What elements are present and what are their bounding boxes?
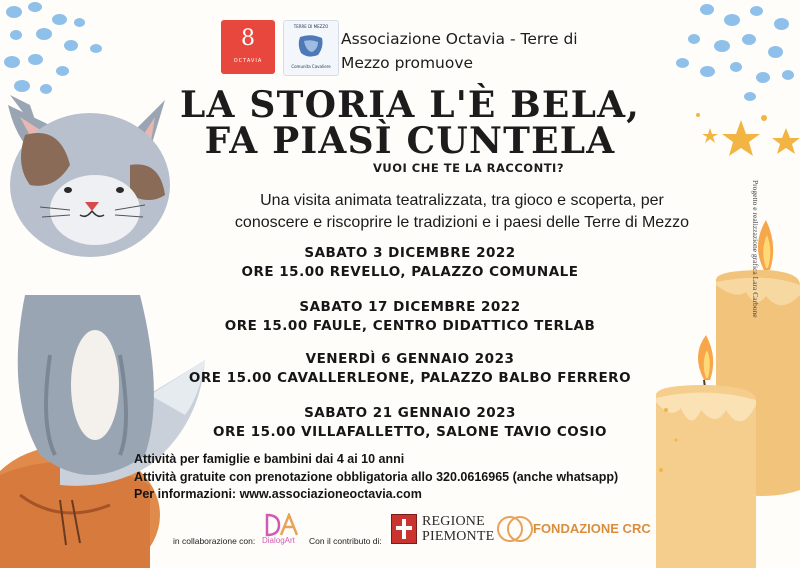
- title-line2: FA PIASÌ CUNTELA: [204, 120, 616, 162]
- event-item: [150, 404, 670, 442]
- event-item: [150, 350, 670, 388]
- title-line1: LA STORIA L'È BELA,: [180, 84, 640, 126]
- info-website: Per informazioni: www.associazioneoctavia.com: [134, 487, 422, 501]
- info-booking: Attività gratuite con prenotazione obbligatoria allo 320.0616965 (anche whatsapp): [134, 469, 619, 484]
- contrib-label: Con il contributo di:: [309, 536, 382, 546]
- ring-icon: [507, 516, 533, 542]
- info-block: [134, 451, 674, 504]
- event-detail: ORE 15.00 CAVALLERLEONE, PALAZZO BALBO FERRERO: [188, 370, 632, 386]
- terre-di-mezzo-logo: TERRE DI MEZZO Comunita Cavaliere: [283, 20, 339, 76]
- dialogart-name: DialogArt: [262, 536, 295, 545]
- map-icon: [296, 33, 326, 59]
- event-date: SABATO 17 DICEMBRE 2022: [299, 299, 521, 315]
- event-item: [150, 298, 670, 336]
- subtitle: VUOI CHE TE LA RACCONTI?: [373, 161, 564, 175]
- event-detail: ORE 15.00 VILLAFALLETTO, SALONE TAVIO COSIO: [212, 424, 608, 440]
- event-detail: ORE 15.00 REVELLO, PALAZZO COMUNALE: [241, 264, 579, 280]
- fondazione-crc-logo: FONDAZIONE CRC: [497, 514, 637, 544]
- design-credit: Progetto e realizzazione grafica Lara Carbone: [751, 180, 760, 318]
- page-title: [180, 84, 640, 162]
- crest-icon: [391, 514, 417, 544]
- collab-label: in collaborazione con:: [173, 536, 256, 546]
- event-date: SABATO 3 DICEMBRE 2022: [304, 245, 516, 261]
- intro-text: Una visita animata teatralizzata, tra gioco e scoperta, per conoscere e riscoprire le tradizioni e i paesi delle Terre di Mezzo: [234, 192, 690, 231]
- event-detail: ORE 15.00 FAULE, CENTRO DIDATTICO TERLAB: [224, 318, 596, 334]
- info-audience: Attività per famiglie e bambini dai 4 ai 10 anni: [134, 452, 405, 466]
- octavia-logo: 8 OCTAVIA: [221, 20, 275, 74]
- event-item: [150, 244, 670, 282]
- regione-piemonte-logo: REGIONE PIEMONTE: [391, 514, 487, 544]
- event-date: SABATO 21 GENNAIO 2023: [304, 405, 516, 421]
- association-heading: Associazione Octavia - Terre di Mezzo promuove: [341, 30, 578, 72]
- event-date: VENERDÌ 6 GENNAIO 2023: [305, 351, 515, 367]
